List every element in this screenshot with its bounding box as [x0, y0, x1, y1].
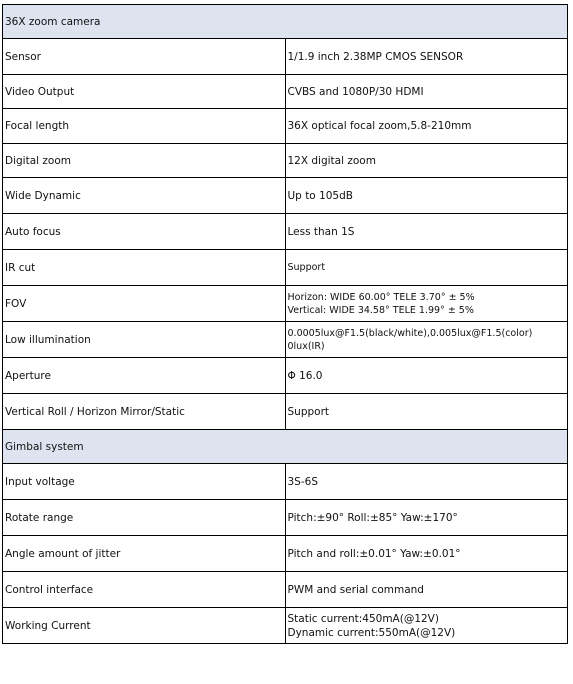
spec-value-line: Dynamic current:550mA(@12V): [287, 626, 456, 639]
spec-value: [285, 322, 568, 358]
spec-value: Support: [285, 250, 568, 286]
spec-value: PWM and serial command: [285, 572, 568, 608]
spec-table: [2, 4, 568, 644]
spec-value: Φ 16.0: [285, 358, 568, 394]
spec-sheet: [2, 4, 568, 644]
table-row: [3, 250, 568, 286]
table-row: [3, 322, 568, 358]
spec-value: Pitch and roll:±0.01° Yaw:±0.01°: [285, 536, 568, 572]
spec-value: 1/1.9 inch 2.38MP CMOS SENSOR: [285, 39, 568, 75]
spec-key: Rotate range: [3, 500, 286, 536]
spec-key: Vertical Roll / Horizon Mirror/Static: [3, 394, 286, 430]
spec-key: Sensor: [3, 39, 286, 75]
spec-key: Aperture: [3, 358, 286, 394]
spec-key: Wide Dynamic: [3, 178, 286, 214]
table-row: [3, 394, 568, 430]
table-row: [3, 536, 568, 572]
table-row: [3, 286, 568, 322]
table-row: [3, 144, 568, 178]
spec-value-line: 0lux(IR): [287, 340, 325, 352]
table-row: [3, 358, 568, 394]
spec-value-line: Horizon: WIDE 60.00° TELE 3.70° ± 5%: [287, 291, 475, 303]
spec-key: Control interface: [3, 572, 286, 608]
table-row: [3, 75, 568, 109]
spec-key: IR cut: [3, 250, 286, 286]
spec-key: Video Output: [3, 75, 286, 109]
spec-key: Digital zoom: [3, 144, 286, 178]
table-row: [3, 608, 568, 644]
table-row: [3, 109, 568, 144]
section-title: Gimbal system: [3, 430, 568, 464]
table-row: [3, 572, 568, 608]
spec-value: [285, 286, 568, 322]
spec-value: 12X digital zoom: [285, 144, 568, 178]
spec-value-line: Static current:450mA(@12V): [287, 612, 439, 625]
spec-value: Support: [285, 394, 568, 430]
spec-value: CVBS and 1080P/30 HDMI: [285, 75, 568, 109]
spec-value: Pitch:±90° Roll:±85° Yaw:±170°: [285, 500, 568, 536]
table-row: [3, 464, 568, 500]
spec-key: Input voltage: [3, 464, 286, 500]
spec-key: Angle amount of jitter: [3, 536, 286, 572]
spec-value: [285, 608, 568, 644]
spec-key: Low illumination: [3, 322, 286, 358]
table-row: [3, 39, 568, 75]
section-header-gimbal: [3, 430, 568, 464]
table-row: [3, 500, 568, 536]
spec-key: FOV: [3, 286, 286, 322]
spec-value: 3S-6S: [285, 464, 568, 500]
table-row: [3, 214, 568, 250]
spec-value-line: Vertical: WIDE 34.58° TELE 1.99° ± 5%: [287, 304, 474, 316]
spec-value: Up to 105dB: [285, 178, 568, 214]
spec-key: Working Current: [3, 608, 286, 644]
spec-value: Less than 1S: [285, 214, 568, 250]
table-row: [3, 178, 568, 214]
section-header-camera: [3, 5, 568, 39]
section-title: 36X zoom camera: [3, 5, 568, 39]
spec-value-line: 0.0005lux@F1.5(black/white),0.005lux@F1.5(color): [287, 327, 533, 339]
spec-key: Auto focus: [3, 214, 286, 250]
spec-key: Focal length: [3, 109, 286, 144]
spec-value: 36X optical focal zoom,5.8-210mm: [285, 109, 568, 144]
